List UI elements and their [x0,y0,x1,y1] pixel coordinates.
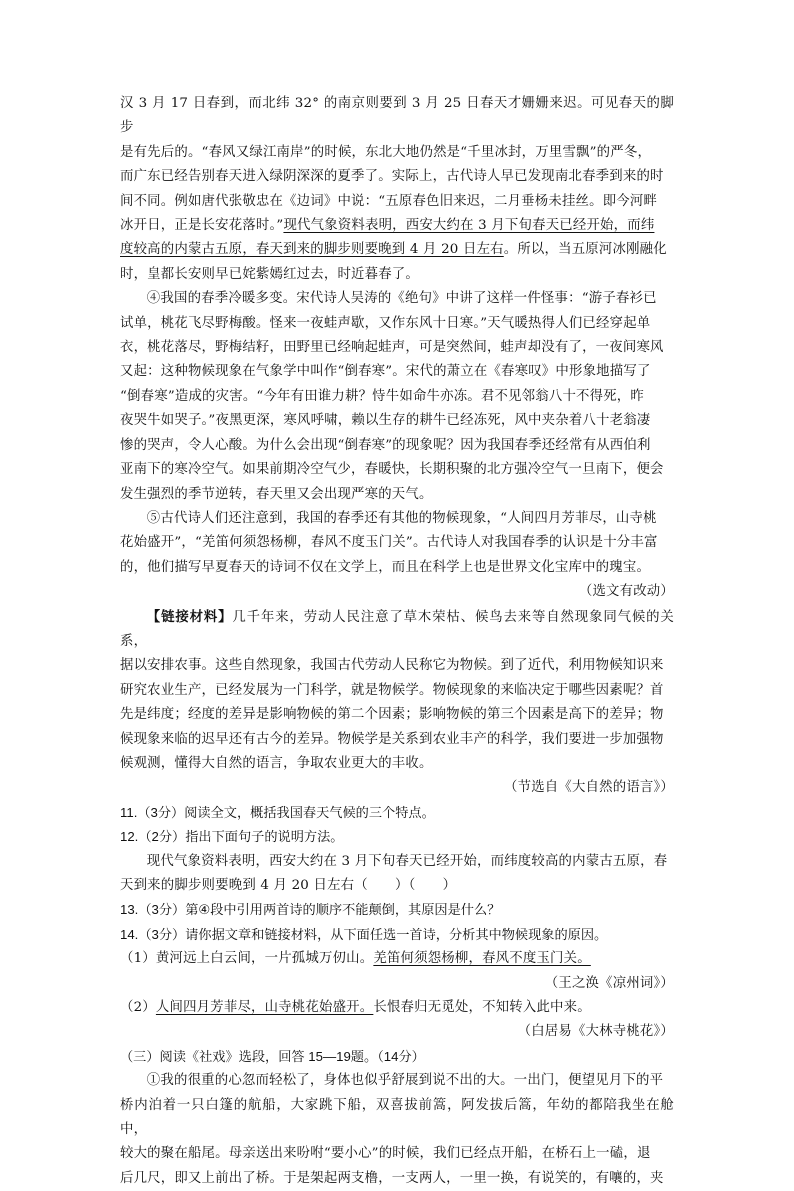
text-line: 候观测，懂得大自然的语言，争取农业更大的丰收。 [120,755,433,771]
text-line: ①我的很重的心忽而轻松了，身体也似乎舒展到说不出的大。一出门，便望见月下的平 [146,1073,664,1089]
document-page [120,92,674,1191]
text-line: 又起：这种物候现象在气象学中叫作“倒春寒”。宋代的萧立在《春寒叹》中形象地描写了 [120,364,651,380]
question-12: 12.（2分）指出下面句子的说明方法。 [120,829,344,845]
text-line: 发生强烈的季节逆转，春天里又会出现严寒的天气。 [120,486,433,502]
text-line: 亚南下的寒冷空气。如果前期冷空气少，春暖快，长期积聚的北方强冷空气一旦南下，便会 [120,462,664,478]
question-14: 14.（3分）请你据文章和链接材料，从下面任选一首诗，分析其中物候现象的原因。 [120,926,608,942]
text-line: ④我国的春季冷暖多变。宋代诗人吴涛的《绝句》中讲了这样一件怪事：“游子春衫已 [146,291,657,307]
text-line: 据以安排农事。这些自然现象，我国古代劳动人民称它为物候。到了近代，利用物候知识来 [120,658,664,674]
text-line: 惨的哭声，令人心酸。为什么会出现“倒春寒”的现象呢？因为我国春季还经常有从西伯利 [120,437,651,453]
text-line: 候现象来临的迟早还有古今的差异。物候学是关系到农业丰产的科学，我们要进一步加强物 [120,731,664,747]
section-3-heading: （三）阅读《社戏》选段，回答 15—19题。（14分） [120,1048,425,1064]
text-fragment: （2） [120,1000,156,1016]
text-line: 研究农业生产，已经发展为一门科学，就是物候学。物候现象的来临决定于哪些因素呢？首 [120,682,664,698]
paragraph-3 [120,92,674,287]
link-material-source: （节选自《大自然的语言》） [504,780,674,796]
text-line: 汉 3 月 17 日春到，而北纬 32° 的南京则要到 3 月 25 日春天才姗姗来迟。可见春天的脚步 [120,96,674,136]
poem-1-source: （王之涣《凉州词》） [544,975,674,991]
text-line: 间不同。例如唐代张敬忠在《边词》中说：“五原春色旧来迟，二月垂杨未挂丝。即今河畔 [120,193,658,209]
paragraph-5 [120,507,674,605]
questions [120,801,674,1045]
poem-2-source: （白居易《大林寺桃花》） [517,1024,674,1040]
text-fragment: （1）黄河远上白云间，一片孤城万仞山。 [120,951,374,967]
text-line: 时，皇都长安则早已姹紫嫣红过去，时近暮春了。 [120,266,419,282]
text-line: 的，他们描写早夏春天的诗词不仅在文学上，而且在科学上也是世界文化宝库中的瑰宝。 [120,559,651,575]
link-material-tag: 【链接材料】 [146,608,233,625]
poem-1 [120,947,674,971]
text-line: 较大的聚在船尾。母亲送出来吩咐“要小心”的时候，我们已经点开船，在桥石上一磕，退 [120,1146,651,1162]
underlined-sentence: 现代气象资料表明，西安大约在 3 月下旬春天已经开始，而纬 [283,218,655,234]
text-line: 而广东已经告别春天进入绿阴深深的夏季了。实际上，古代诗人早已发现南北春季到来的时 [120,169,664,185]
underlined-verse: 羌笛何须怨杨柳，春风不度玉门关。 [373,951,591,967]
article-source: （选文有改动） [578,584,674,600]
paragraph-4 [120,287,674,507]
underlined-verse: 人间四月芳菲尽，山寺桃花始盛开。 [155,1000,374,1016]
underlined-sentence: 度较高的内蒙古五原，春天到来的脚步则要晚到 4 月 20 日左右 [120,242,504,258]
text-fragment: 。所以，当五原河冰刚融化 [503,242,667,258]
question-11: 11.（3分）阅读全文，概括我国春天气候的三个特点。 [120,804,435,820]
question-12-sentence: 天到来的脚步则要晚到 4 月 20 日左右（ ）（ ） [120,878,457,893]
question-12-sentence: 现代气象资料表明，西安大约在 3 月下旬春天已经开始，而纬度较高的内蒙古五原，春 [146,853,668,869]
text-line [120,605,674,655]
section-3 [120,1045,674,1191]
text-line: ⑤古代诗人们还注意到，我国的春季还有其他的物候现象，“人间四月芳菲尽，山寺桃 [146,510,657,526]
text-line: 是有先后的。“春风又绿江南岸”的时候，东北大地仍然是“千里冰封，万里雪飘”的严冬， [120,144,652,160]
poem-2 [120,996,674,1020]
text-line: 衣，桃花落尽，野梅结籽，田野里已经响起蛙声，可是突然间，蛙声却没有了，一夜间寒风 [120,340,664,356]
text-line: “倒春寒”造成的灾害。“今年有田谁力耕？恃牛如命牛亦冻。君不见邻翁八十不得死，昨 [120,388,644,404]
text-line: 后几尺，即又上前出了桥。于是架起两支橹，一支两人，一里一换，有说笑的，有嚷的，夹 [120,1170,664,1186]
text-line [120,238,674,262]
text-line: 试单，桃花飞尽野梅酸。怪来一夜蛙声歇，又作东风十日寒。”天气暖热得人们已经穿起单 [120,315,651,331]
text-line: 夜哭牛如哭子。”夜黑更深，寒风呼啸，赖以生存的耕牛已经冻死，风中夹杂着八十老翁凄 [120,413,651,429]
link-material [120,605,674,801]
text-fragment: 长恨春归无觅处，不知转入此中来。 [373,1000,591,1016]
text-fragment: 冰开日，正是长安花落时。” [120,218,284,234]
text-line [120,214,674,238]
text-line: 花始盛开”，“羌笛何须怨杨柳，春风不度玉门关”。古代诗人对我国春季的认识是十分丰富 [120,535,658,551]
text-line: 桥内泊着一只白篷的航船，大家跳下船，双喜拔前篙，阿发拔后篙，年幼的都陪我坐在舱中， [120,1097,674,1138]
question-13: 13.（3分）第④段中引用两首诗的顺序不能颠倒，其原因是什么？ [120,902,501,918]
text-fragment: 几千年来，劳动人民注意了草木荣枯、候鸟去来等自然现象同气候的关系， [120,609,674,649]
text-line: 先是纬度；经度的差异是影响物候的第二个因素；影响物候的第三个因素是高下的差异；物 [120,707,664,723]
